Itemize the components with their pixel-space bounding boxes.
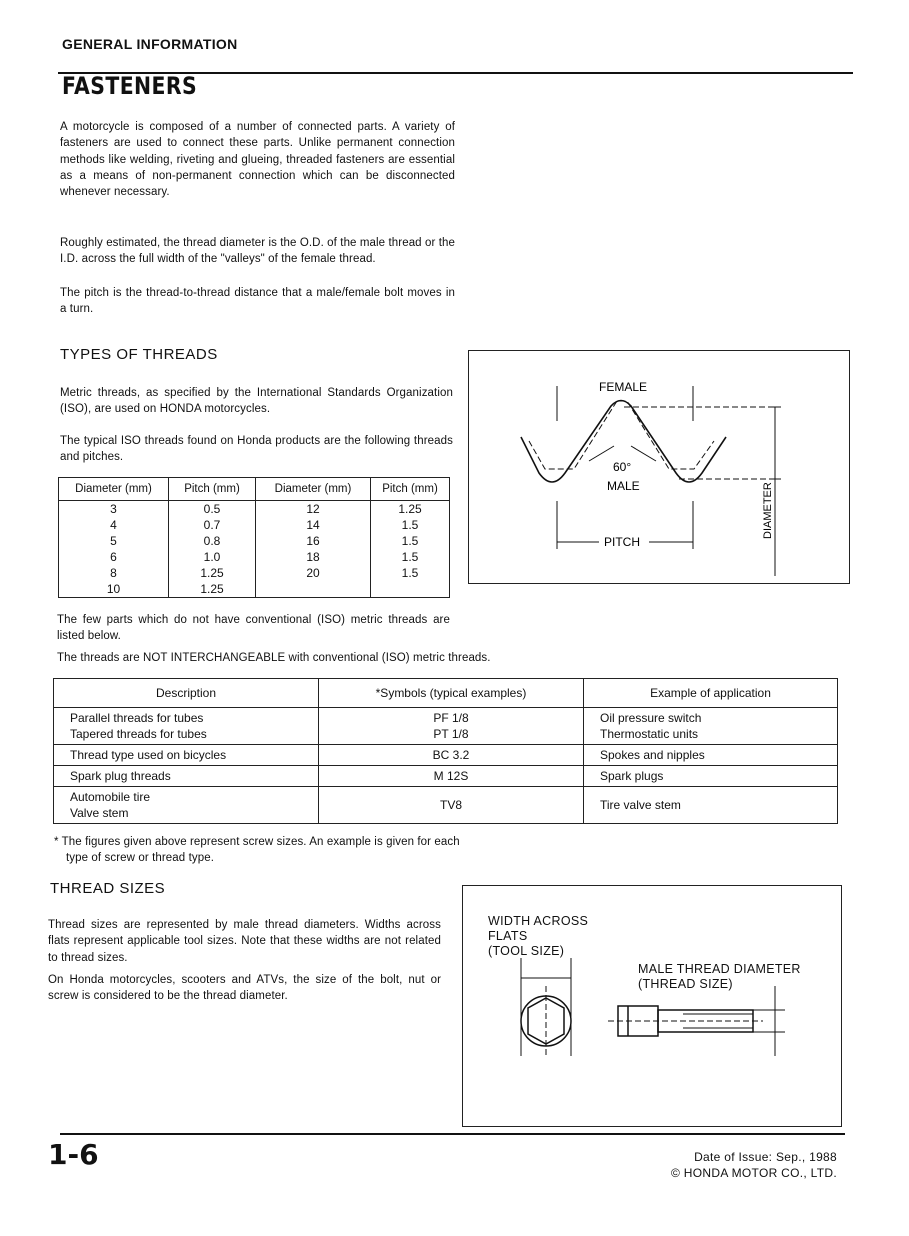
col-diameter-2: Diameter (mm) — [256, 478, 371, 501]
table-cell: TV8 — [319, 787, 584, 824]
thread-profile-figure — [468, 350, 850, 584]
table-row — [59, 549, 450, 565]
table-row — [59, 501, 450, 518]
table-cell — [319, 708, 584, 745]
table-cell: M 12S — [319, 766, 584, 787]
table-cell: Spark plug threads — [54, 766, 319, 787]
pitch-label: PITCH — [604, 535, 640, 549]
label-line: FLATS — [488, 929, 528, 943]
symbols-footnote: * The figures given above represent screw sizes. An example is given for each type of screw or thread type. — [54, 836, 460, 865]
col-description: Description — [54, 679, 319, 708]
diameter-label: DIAMETER — [762, 482, 774, 539]
table-cell: 3 — [59, 501, 169, 518]
male-label: MALE — [607, 479, 640, 493]
table-cell: 14 — [256, 517, 371, 533]
thread-sizes-heading: THREAD SIZES — [50, 880, 166, 897]
table-cell — [54, 787, 319, 824]
table-cell: 5 — [59, 533, 169, 549]
thread-size-figure — [462, 885, 842, 1127]
cell-line: Parallel threads for tubes — [70, 711, 204, 725]
label-line: (TOOL SIZE) — [488, 944, 565, 958]
bolt-diagram — [463, 886, 841, 1126]
table-row — [54, 766, 838, 787]
table-cell: 10 — [59, 581, 169, 598]
iso-thread-table — [58, 477, 450, 598]
table-cell: 1.5 — [401, 534, 419, 548]
thread-sizes-paragraph-2: On Honda motorcycles, scooters and ATVs, the size of the bolt, nut or screw is considered to be the thread diameter. — [48, 974, 441, 1003]
table-cell: 1.5 — [401, 550, 419, 564]
table-cell: 8 — [59, 565, 169, 581]
table-cell: 6 — [59, 549, 169, 565]
table-row — [59, 565, 450, 581]
table-row — [54, 787, 838, 824]
table-cell: 20 — [256, 565, 371, 581]
footer-rule — [60, 1133, 845, 1135]
table-cell: 1.25 — [169, 581, 256, 598]
col-pitch-2: Pitch (mm) — [371, 478, 450, 501]
label-line: WIDTH ACROSS — [488, 914, 589, 928]
table-cell: 1.25 — [169, 565, 256, 581]
table-cell: 1.5 — [401, 566, 419, 580]
table-row — [54, 745, 838, 766]
types-of-threads-heading: TYPES OF THREADS — [60, 346, 218, 363]
table-cell — [256, 581, 371, 598]
label-line: (THREAD SIZE) — [638, 977, 733, 991]
table-cell: 0.5 — [169, 501, 256, 518]
table-cell: Tire valve stem — [584, 787, 838, 824]
cell-line: PF 1/8 — [433, 711, 469, 725]
table-cell — [584, 708, 838, 745]
table-cell: Thread type used on bicycles — [54, 745, 319, 766]
table-cell: Spokes and nipples — [584, 745, 838, 766]
cell-line: Automobile tire — [70, 790, 151, 804]
table-cell: 1.5 — [401, 518, 419, 532]
thread-sizes-paragraph-1: Thread sizes are represented by male thread diameters. Widths across flats represent applicable tool sizes. Note that these widths are not related to thread sizes. — [48, 919, 441, 964]
table-cell: 1.0 — [169, 549, 256, 565]
typical-threads-paragraph: The typical ISO threads found on Honda products are the following threads and pitches. — [60, 435, 453, 464]
issue-date: Date of Issue: Sep., 1988 — [694, 1150, 837, 1164]
table-cell: 0.8 — [169, 533, 256, 549]
table-cell: 0.7 — [169, 517, 256, 533]
table-row — [54, 708, 838, 745]
cell-line: Valve stem — [70, 806, 129, 820]
table-row — [59, 533, 450, 549]
table-cell — [54, 708, 319, 745]
iso-paragraph: Metric threads, as specified by the International Standards Organization (ISO), are used on HONDA motorcycles. — [60, 387, 453, 416]
page-number: 1-6 — [48, 1138, 99, 1171]
table-row — [59, 517, 450, 533]
intro-paragraph-3: The pitch is the thread-to-thread distance that a male/female bolt moves in a turn. — [60, 287, 455, 316]
page-title: FASTENERS — [62, 72, 198, 100]
table-cell: 1.25 — [398, 502, 422, 516]
table-cell: 18 — [256, 549, 371, 565]
col-pitch-1: Pitch (mm) — [169, 478, 256, 501]
table-cell: Spark plugs — [584, 766, 838, 787]
intro-paragraph-1: A motorcycle is composed of a number of connected parts. A variety of fasteners are used to connect these parts. Unlike permanent connection methods like welding, riveting and glueing, threaded fasteners are essential as a means of non-permanent connection which can be disconnected whenever necessary. — [60, 121, 455, 199]
table-cell: 12 — [256, 501, 371, 518]
cell-line: Tapered threads for tubes — [70, 727, 207, 741]
col-application: Example of application — [584, 679, 838, 708]
non-iso-note: The few parts which do not have conventional (ISO) metric threads are listed below. — [57, 614, 450, 643]
female-label: FEMALE — [599, 380, 648, 394]
col-diameter-1: Diameter (mm) — [59, 478, 169, 501]
cell-line: PT 1/8 — [433, 727, 469, 741]
table-cell: BC 3.2 — [319, 745, 584, 766]
intro-paragraph-2: Roughly estimated, the thread diameter is the O.D. of the male thread or the I.D. across the full width of the "valleys" of the female thread. — [60, 237, 455, 266]
table-cell: 16 — [256, 533, 371, 549]
col-symbols: *Symbols (typical examples) — [319, 679, 584, 708]
cell-line: Oil pressure switch — [600, 711, 702, 725]
special-threads-table — [53, 678, 838, 824]
table-cell: 4 — [59, 517, 169, 533]
angle-label: 60° — [613, 460, 632, 474]
section-label: GENERAL INFORMATION — [62, 36, 238, 52]
copyright: © HONDA MOTOR CO., LTD. — [671, 1166, 837, 1180]
table-cell — [371, 581, 450, 598]
label-line: MALE THREAD DIAMETER — [638, 962, 801, 976]
cell-line: Thermostatic units — [600, 727, 699, 741]
table-row — [59, 581, 450, 598]
thread-profile-diagram — [469, 351, 849, 583]
interchangeable-note: The threads are NOT INTERCHANGEABLE with conventional (ISO) metric threads. — [57, 652, 491, 664]
